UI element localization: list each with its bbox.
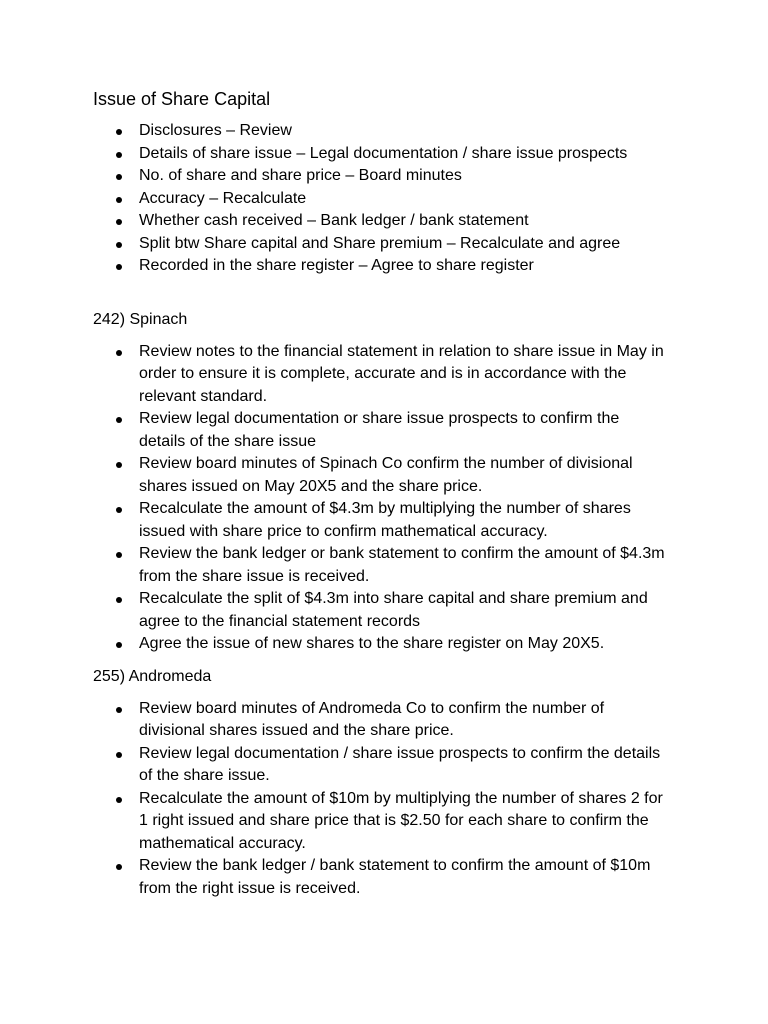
intro-list [93,120,693,278]
bullet-icon [116,417,122,423]
bullet-icon [116,197,122,203]
bullet-icon [116,507,122,513]
bullet-icon [116,264,122,270]
list-item: Review board minutes of Spinach Co confirm the number of divisional shares issued on May 20X5 and the share price. [93,453,669,498]
list-item: Recorded in the share register – Agree to share register [93,255,669,278]
page-title: Issue of Share Capital [93,89,271,109]
bullet-icon [116,174,122,180]
list-item: Whether cash received – Bank ledger / bank statement [93,210,669,233]
list-item: No. of share and share price – Board minutes [93,165,669,188]
bullet-icon [116,752,122,758]
bullet-icon [116,552,122,558]
bullet-icon [116,797,122,803]
section-title-spinach: 242) Spinach [93,310,188,328]
bullet-icon [116,219,122,225]
section-title-andromeda: 255) Andromeda [93,667,212,685]
andromeda-list [93,698,693,901]
list-item: Accuracy – Recalculate [93,188,669,211]
list-item: Split btw Share capital and Share premium – Recalculate and agree [93,233,669,256]
list-item: Review board minutes of Andromeda Co to confirm the number of divisional shares issued and the share price. [93,698,669,743]
bullet-icon [116,152,122,158]
list-item: Details of share issue – Legal documentation / share issue prospects [93,143,669,166]
document-page [93,86,693,900]
list-item: Review legal documentation or share issue prospects to confirm the details of the share issue [93,408,669,453]
list-item: Review notes to the financial statement in relation to share issue in May in order to ensure it is complete, accurate and is in accordance with the relevant standard. [93,341,669,409]
list-item: Agree the issue of new shares to the share register on May 20X5. [93,633,669,656]
bullet-icon [116,597,122,603]
spinach-list [93,341,693,656]
bullet-icon [116,242,122,248]
list-item: Recalculate the amount of $10m by multiplying the number of shares 2 for 1 right issued and share price that is $2.50 for each share to confirm the mathematical accuracy. [93,788,669,856]
list-item: Recalculate the amount of $4.3m by multiplying the number of shares issued with share price to confirm mathematical accuracy. [93,498,669,543]
bullet-icon [116,707,122,713]
bullet-icon [116,350,122,356]
list-item: Review the bank ledger or bank statement to confirm the amount of $4.3m from the share issue is received. [93,543,669,588]
bullet-icon [116,864,122,870]
list-item: Review the bank ledger / bank statement to confirm the amount of $10m from the right issue is received. [93,855,669,900]
bullet-icon [116,462,122,468]
list-item: Disclosures – Review [93,120,669,143]
list-item: Recalculate the split of $4.3m into share capital and share premium and agree to the financial statement records [93,588,669,633]
list-item: Review legal documentation / share issue prospects to confirm the details of the share issue. [93,743,669,788]
bullet-icon [116,129,122,135]
bullet-icon [116,642,122,648]
